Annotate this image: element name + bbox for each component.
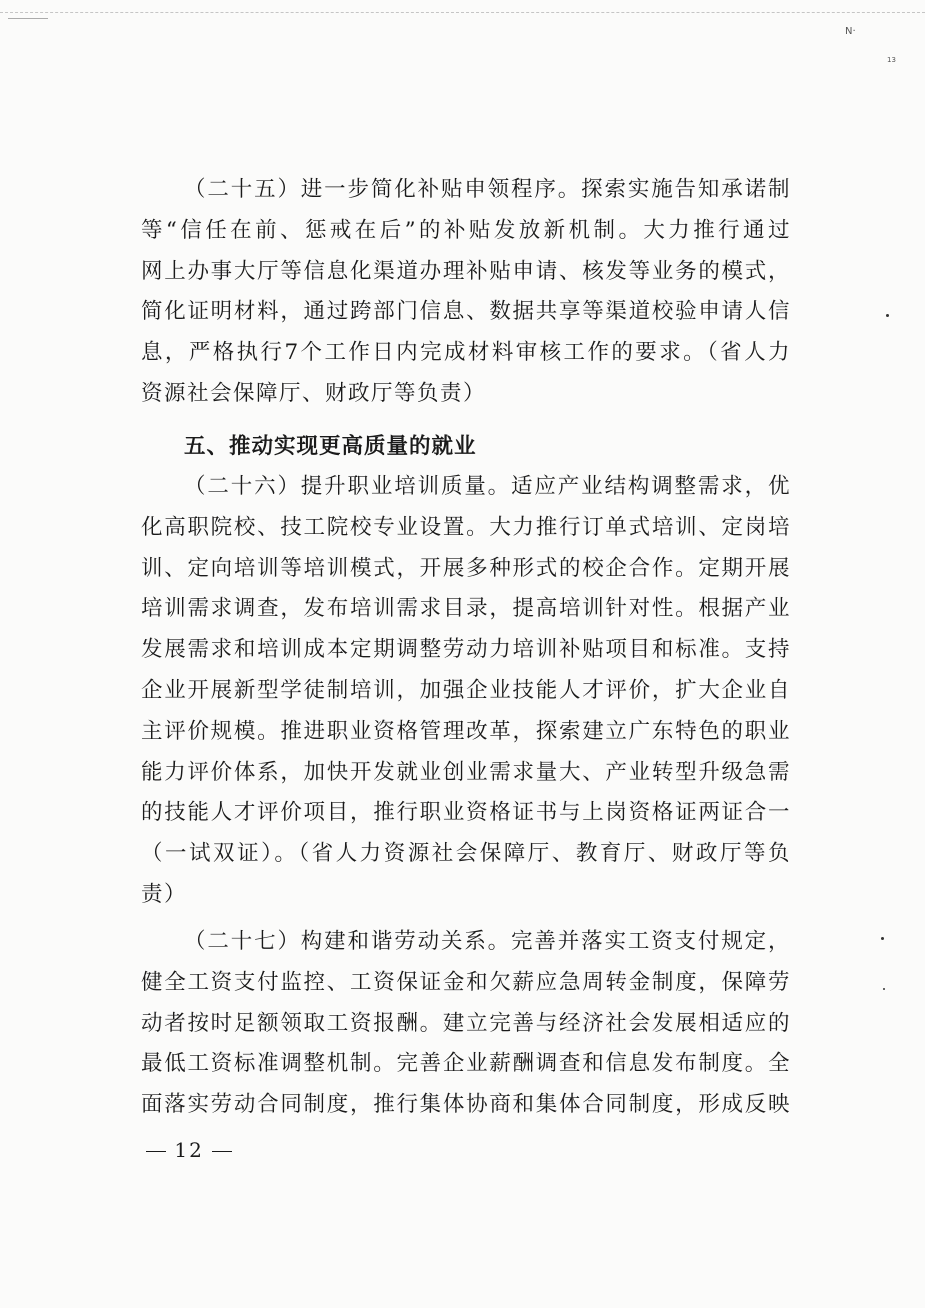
paragraph-line: 健全工资支付监控、工资保证金和欠薪应急周转金制度，保障劳: [141, 969, 791, 995]
paragraph-line: （一试双证）。（省人力资源社会保障厅、教育厅、财政厅等负: [141, 841, 791, 867]
paragraph-line: （二十七）构建和谐劳动关系。完善并落实工资支付规定，: [184, 929, 791, 954]
paragraph-line: 发展需求和培训成本定期调整劳动力培训补贴项目和标准。支持: [141, 637, 791, 663]
paragraph-26: [141, 467, 791, 916]
paragraph-line: 企业开展新型学徒制培训，加强企业技能人才评价，扩大企业自: [141, 677, 791, 703]
paragraph-line: 培训需求调查，发布培训需求目录，提高培训针对性。根据产业: [141, 596, 791, 622]
paragraph-line: 资源社会保障厅、财政厅等负责）: [141, 380, 487, 406]
paragraph-line: 训、定向培训等培训模式，开展多种形式的校企合作。定期开展: [141, 555, 791, 581]
corner-mark: N·: [845, 26, 856, 37]
paragraph-27: [141, 922, 791, 1126]
paragraph-line: 简化证明材料，通过跨部门信息、数据共享等渠道校验申请人信: [141, 299, 791, 325]
page-number-value: 12: [174, 1138, 204, 1162]
paragraph-25: [141, 170, 791, 415]
scan-speck: [886, 314, 889, 317]
paragraph-line: 责）: [141, 881, 188, 907]
paragraph-line: 最低工资标准调整机制。完善企业薪酬调查和信息发布制度。全: [141, 1051, 791, 1077]
page-number-dash: [212, 1151, 232, 1152]
page-number-dash: [146, 1151, 166, 1152]
paragraph-line: 网上办事大厅等信息化渠道办理补贴申请、核发等业务的模式，: [141, 258, 791, 284]
paragraph-line: （二十五）进一步简化补贴申领程序。探索实施告知承诺制: [184, 177, 791, 202]
paragraph-line: 能力评价体系，加快开发就业创业需求量大、产业转型升级急需: [141, 759, 791, 785]
paragraph-line: 的技能人才评价项目，推行职业资格证书与上岗资格证两证合一: [141, 800, 791, 826]
paragraph-line: 动者按时足额领取工资报酬。建立完善与经济社会发展相适应的: [141, 1010, 791, 1036]
paragraph-line: 等“信任在前、惩戒在后”的补贴发放新机制。大力推行通过: [141, 217, 791, 243]
paragraph-line: 面落实劳动合同制度，推行集体协商和集体合同制度，形成反映: [141, 1092, 791, 1118]
scan-edge-mark: [8, 18, 48, 19]
scan-speck: [883, 988, 885, 990]
page-number: [146, 1138, 232, 1162]
scan-edge-rule: [0, 12, 925, 14]
corner-mark: 13: [887, 56, 896, 64]
paragraph-line: 息，严格执行7个工作日内完成材料审核工作的要求。（省人力: [141, 340, 791, 366]
paragraph-line: （二十六）提升职业培训质量。适应产业结构调整需求，优: [184, 474, 791, 499]
paragraph-line: 主评价规模。推进职业资格管理改革，探索建立广东特色的职业: [141, 718, 791, 744]
scan-speck: [881, 937, 884, 940]
paragraph-line: 化高职院校、技工院校专业设置。大力推行订单式培训、定岗培: [141, 514, 791, 540]
section-heading: 五、推动实现更高质量的就业: [184, 434, 477, 459]
